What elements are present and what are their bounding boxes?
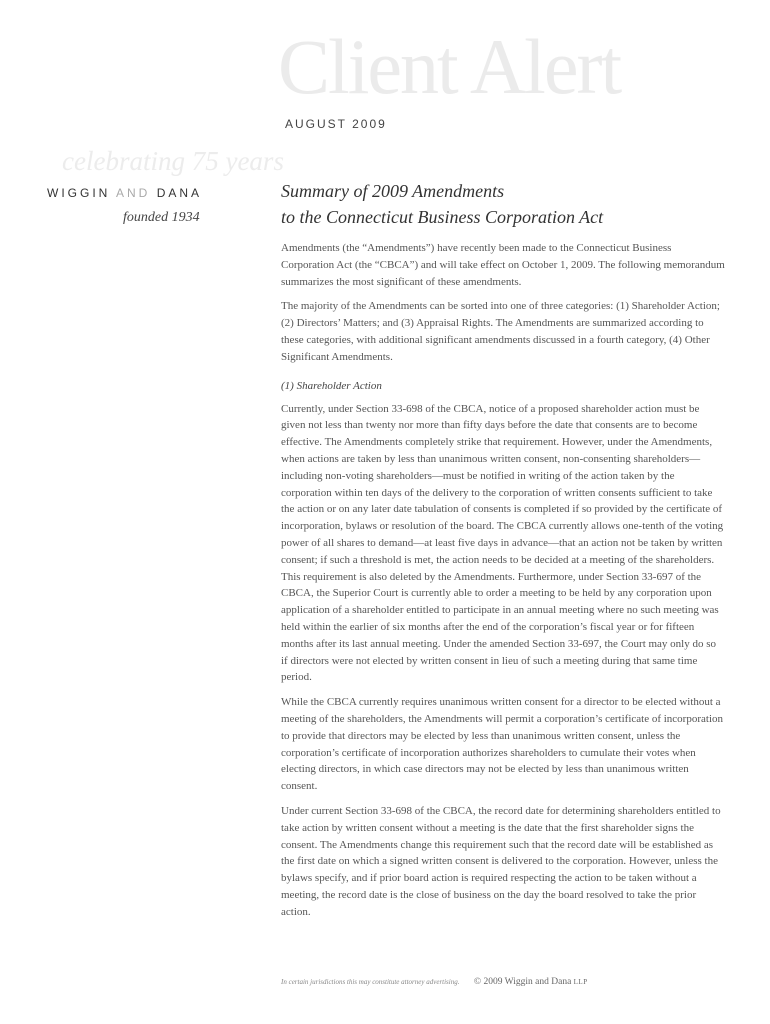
article-body: [281, 178, 725, 928]
intro-paragraph-2: The majority of the Amendments can be sorted into one of three categories: (1) Shareholder Action; (2) Directors’ Matters; and (3) Appraisal Rights. The Amendments are summarized according to these categories, with additional significant amendments discussed in a fourth category, (4) Other Significant Amendments.: [281, 300, 720, 363]
article-title-line-1: Summary of 2009 Amendments: [281, 181, 505, 201]
founded-tagline: founded 1934: [123, 210, 200, 225]
article-title: [281, 178, 725, 230]
page-footer: [281, 977, 741, 987]
intro-paragraph-1: Amendments (the “Amendments”) have recently been made to the Connecticut Business Corporation Act (the “CBCA”) and will take effect on October 1, 2009. The following memorandum summarizes the most significant of these amendments.: [281, 242, 725, 288]
advertising-notice: In certain jurisdictions this may constitute attorney advertising.: [281, 978, 460, 986]
section1-paragraph-3: Under current Section 33-698 of the CBCA, the record date for determining shareholders entitled to take action by written consent without a meeting is the date that the first shareholder signs the consent. The Amendments change this requirement such that the record date will be established as the first date on which a signed written consent is delivered to the corporation. However, unless the bylaws specify, and if prior board action is required respecting the action to be taken without a meeting, the record date is the close of business on the day the board resolved to take the prior action.: [281, 804, 721, 918]
section1-paragraph-1: Currently, under Section 33-698 of the CBCA, notice of a proposed shareholder action must be given not less than twenty nor more than fifty days before the date that consents are to become effective. The Amendments completely strike that requirement. However, under the Amendments, when actions are taken by less than unanimous written consent, non-consenting shareholders—including non-voting shareholders—must be notified in writing of the action taken by the corporation within ten days of the delivery to the corporation of written consents sufficient to take the action or on any later date tabulation of consents is completed if so provided by the certificate of incorporation, bylaws or resolution of the board. The CBCA currently allows one-tenth of the voting power of all shares to demand—at least five days in advance—that an action not be taken by written consent; if such a threshold is met, the action needs to be decided at a meeting of the shareholders. This requirement is also deleted by the Amendments. Furthermore, under Section 33-697 of the CBCA, the Superior Court is currently able to order a meeting to be held by any corporation upon application of a shareholder entitled to participate in an annual meeting where no such meeting was held within the earlier of six months after the end of the corporation’s fiscal year or for fifteen months after its last annual meeting. Under the amended Section 33-697, the Court may only do so if directors were not elected by written consent in lieu of such a meeting during that same time period.: [281, 402, 724, 684]
anniversary-watermark: celebrating 75 years: [62, 146, 284, 176]
firm-name-and: AND: [116, 186, 151, 200]
section1-paragraph-2: While the CBCA currently requires unanimous written consent for a director to be elected without a meeting of the shareholders, the Amendments will permit a corporation’s certificate of incorporation to provide that directors may be elected by less than unanimous written consent, unless the corporation’s certificate of incorporation authorizes shareholders to cumulate their votes when electing directors, in which case directors may not be elected by less than unanimous written consent.: [281, 696, 723, 793]
firm-name: [47, 186, 202, 200]
section-heading-shareholder-action: (1) Shareholder Action: [281, 379, 382, 392]
copyright-suffix: LLP: [573, 978, 588, 986]
copyright: © 2009 Wiggin and Dana: [473, 977, 572, 987]
article-title-line-2: to the Connecticut Business Corporation Act: [281, 207, 604, 227]
firm-name-left: WIGGIN: [47, 186, 111, 200]
masthead-title: Client Alert: [278, 23, 621, 110]
issue-date: AUGUST 2009: [285, 117, 387, 131]
firm-name-right: DANA: [156, 186, 203, 200]
